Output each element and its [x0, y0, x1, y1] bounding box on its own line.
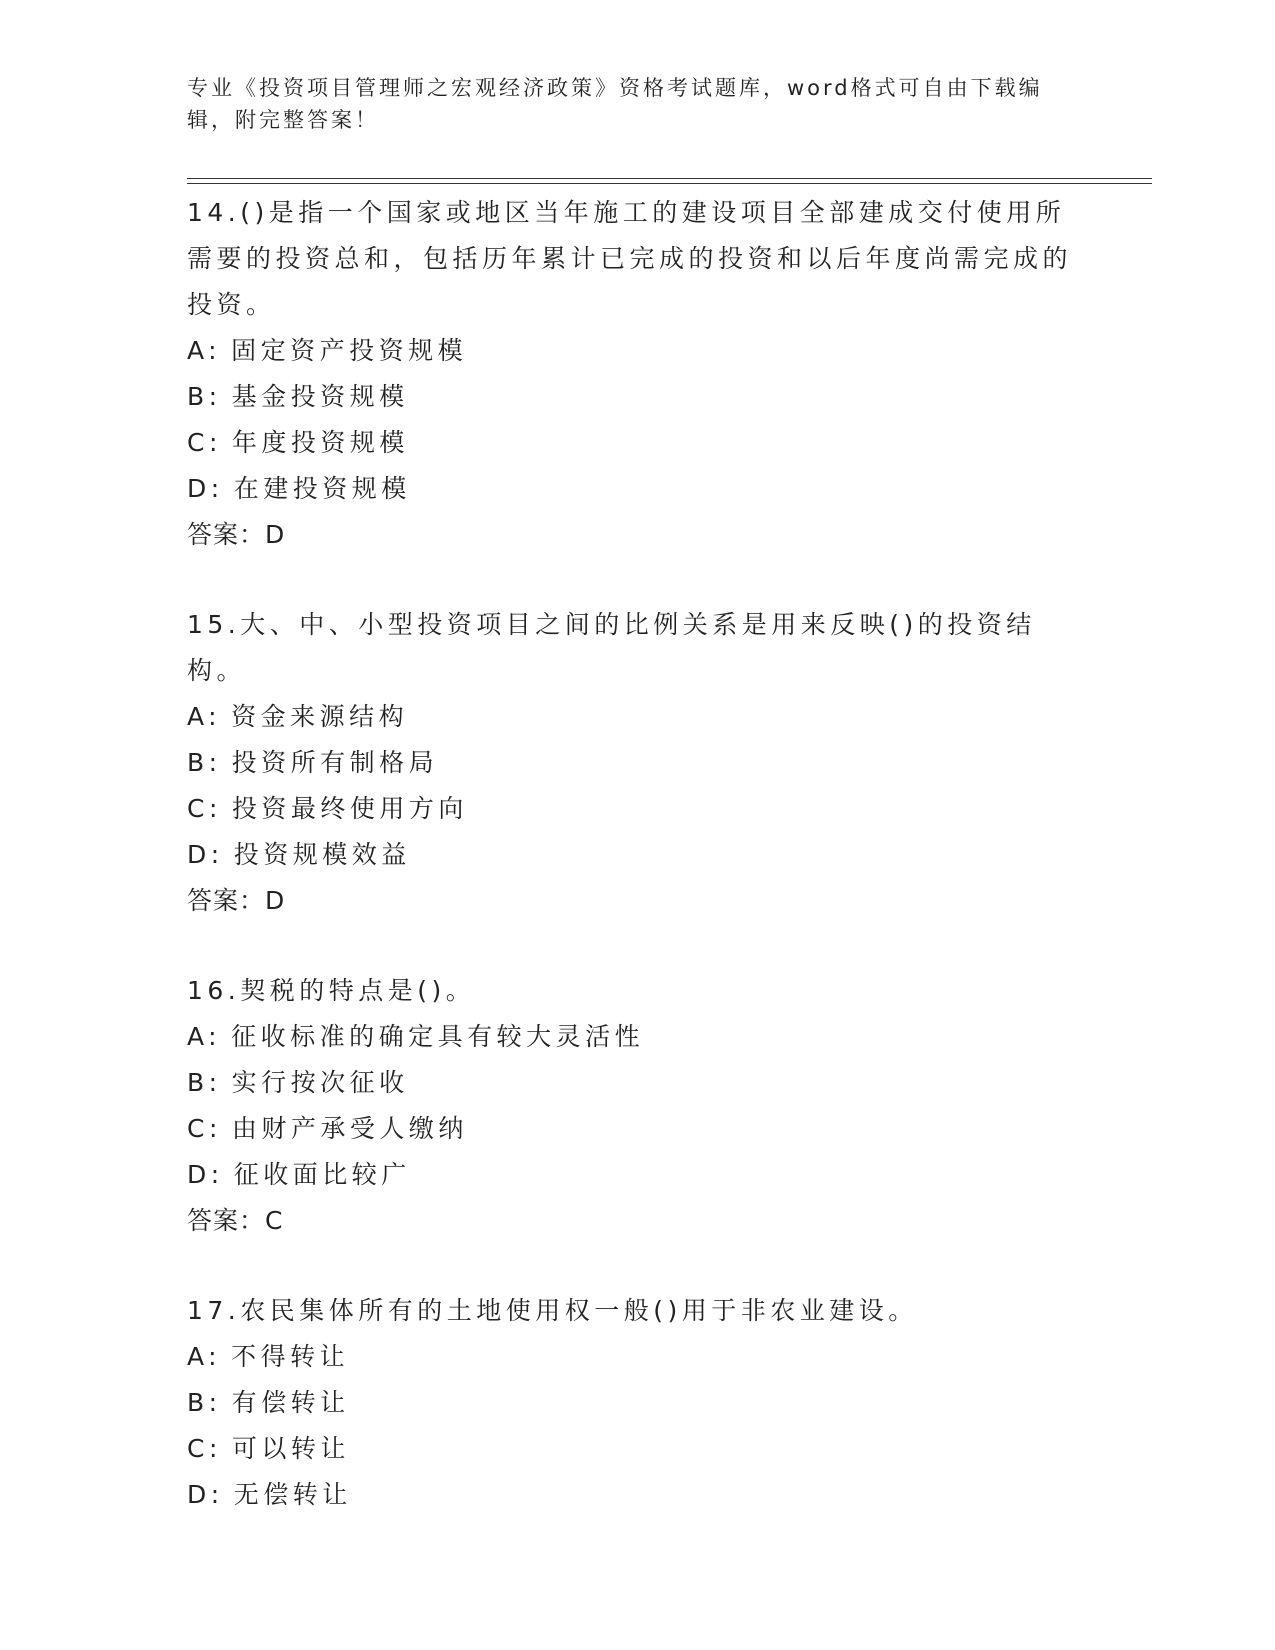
option-letter: B:: [187, 382, 222, 411]
option-c: [187, 1426, 1087, 1472]
option-letter: D:: [187, 840, 224, 869]
option-text: 可以转让: [231, 1434, 350, 1463]
option-b: [187, 1060, 1087, 1106]
option-text: 征收面比较广: [233, 1160, 411, 1189]
option-text: 由财产承受人缴纳: [231, 1114, 468, 1143]
option-b: [187, 740, 1087, 786]
option-text: 投资所有制格局: [231, 748, 439, 777]
question-14: [187, 190, 1087, 558]
option-d: [187, 1472, 1087, 1518]
option-text: 实行按次征收: [231, 1068, 409, 1097]
option-b: [187, 374, 1087, 420]
option-letter: D:: [187, 1160, 224, 1189]
option-letter: A:: [187, 1022, 222, 1051]
option-d: [187, 832, 1087, 878]
question-stem: 16.契税的特点是()。: [187, 976, 476, 1005]
option-letter: C:: [187, 794, 222, 823]
option-text: 基金投资规模: [231, 382, 409, 411]
option-letter: B:: [187, 748, 222, 777]
question-15: [187, 602, 1087, 924]
option-letter: C:: [187, 428, 222, 457]
option-text: 不得转让: [231, 1342, 350, 1371]
option-letter: A:: [187, 702, 222, 731]
option-d: [187, 1152, 1087, 1198]
answer: 答案：D: [187, 886, 286, 915]
option-text: 有偿转让: [231, 1388, 350, 1417]
question-16: [187, 968, 1087, 1244]
header-divider-bottom: [187, 183, 1152, 184]
option-text: 资金来源结构: [231, 702, 409, 731]
question-stem: 17.农民集体所有的土地使用权一般()用于非农业建设。: [187, 1296, 918, 1325]
option-a: [187, 1014, 1087, 1060]
option-a: [187, 694, 1087, 740]
option-b: [187, 1380, 1087, 1426]
option-c: [187, 1106, 1087, 1152]
question-17: [187, 1288, 1087, 1518]
document-header: 专业《投资项目管理师之宏观经济政策》资格考试题库，word格式可自由下载编辑，附完整答案！: [187, 76, 1043, 132]
question-stem: 15.大、中、小型投资项目之间的比例关系是用来反映()的投资结构。: [187, 610, 1036, 685]
option-text: 年度投资规模: [231, 428, 409, 457]
answer: 答案：C: [187, 1206, 284, 1235]
option-letter: B:: [187, 1068, 222, 1097]
option-text: 无偿转让: [233, 1480, 352, 1509]
option-a: [187, 328, 1087, 374]
question-list: [187, 190, 1087, 1562]
option-a: [187, 1334, 1087, 1380]
option-text: 固定资产投资规模: [231, 336, 468, 365]
question-stem: 14.()是指一个国家或地区当年施工的建设项目全部建成交付使用所需要的投资总和，包括历年累计已完成的投资和以后年度尚需完成的投资。: [187, 198, 1073, 319]
option-c: [187, 786, 1087, 832]
option-c: [187, 420, 1087, 466]
option-letter: A:: [187, 1342, 222, 1371]
option-letter: B:: [187, 1388, 222, 1417]
option-text: 投资规模效益: [233, 840, 411, 869]
option-d: [187, 466, 1087, 512]
option-text: 投资最终使用方向: [231, 794, 468, 823]
option-text: 征收标准的确定具有较大灵活性: [231, 1022, 645, 1051]
option-text: 在建投资规模: [233, 474, 411, 503]
header-divider-top: [187, 178, 1152, 179]
option-letter: D:: [187, 1480, 224, 1509]
answer: 答案：D: [187, 520, 286, 549]
option-letter: C:: [187, 1434, 222, 1463]
option-letter: D:: [187, 474, 224, 503]
option-letter: C:: [187, 1114, 222, 1143]
option-letter: A:: [187, 336, 222, 365]
